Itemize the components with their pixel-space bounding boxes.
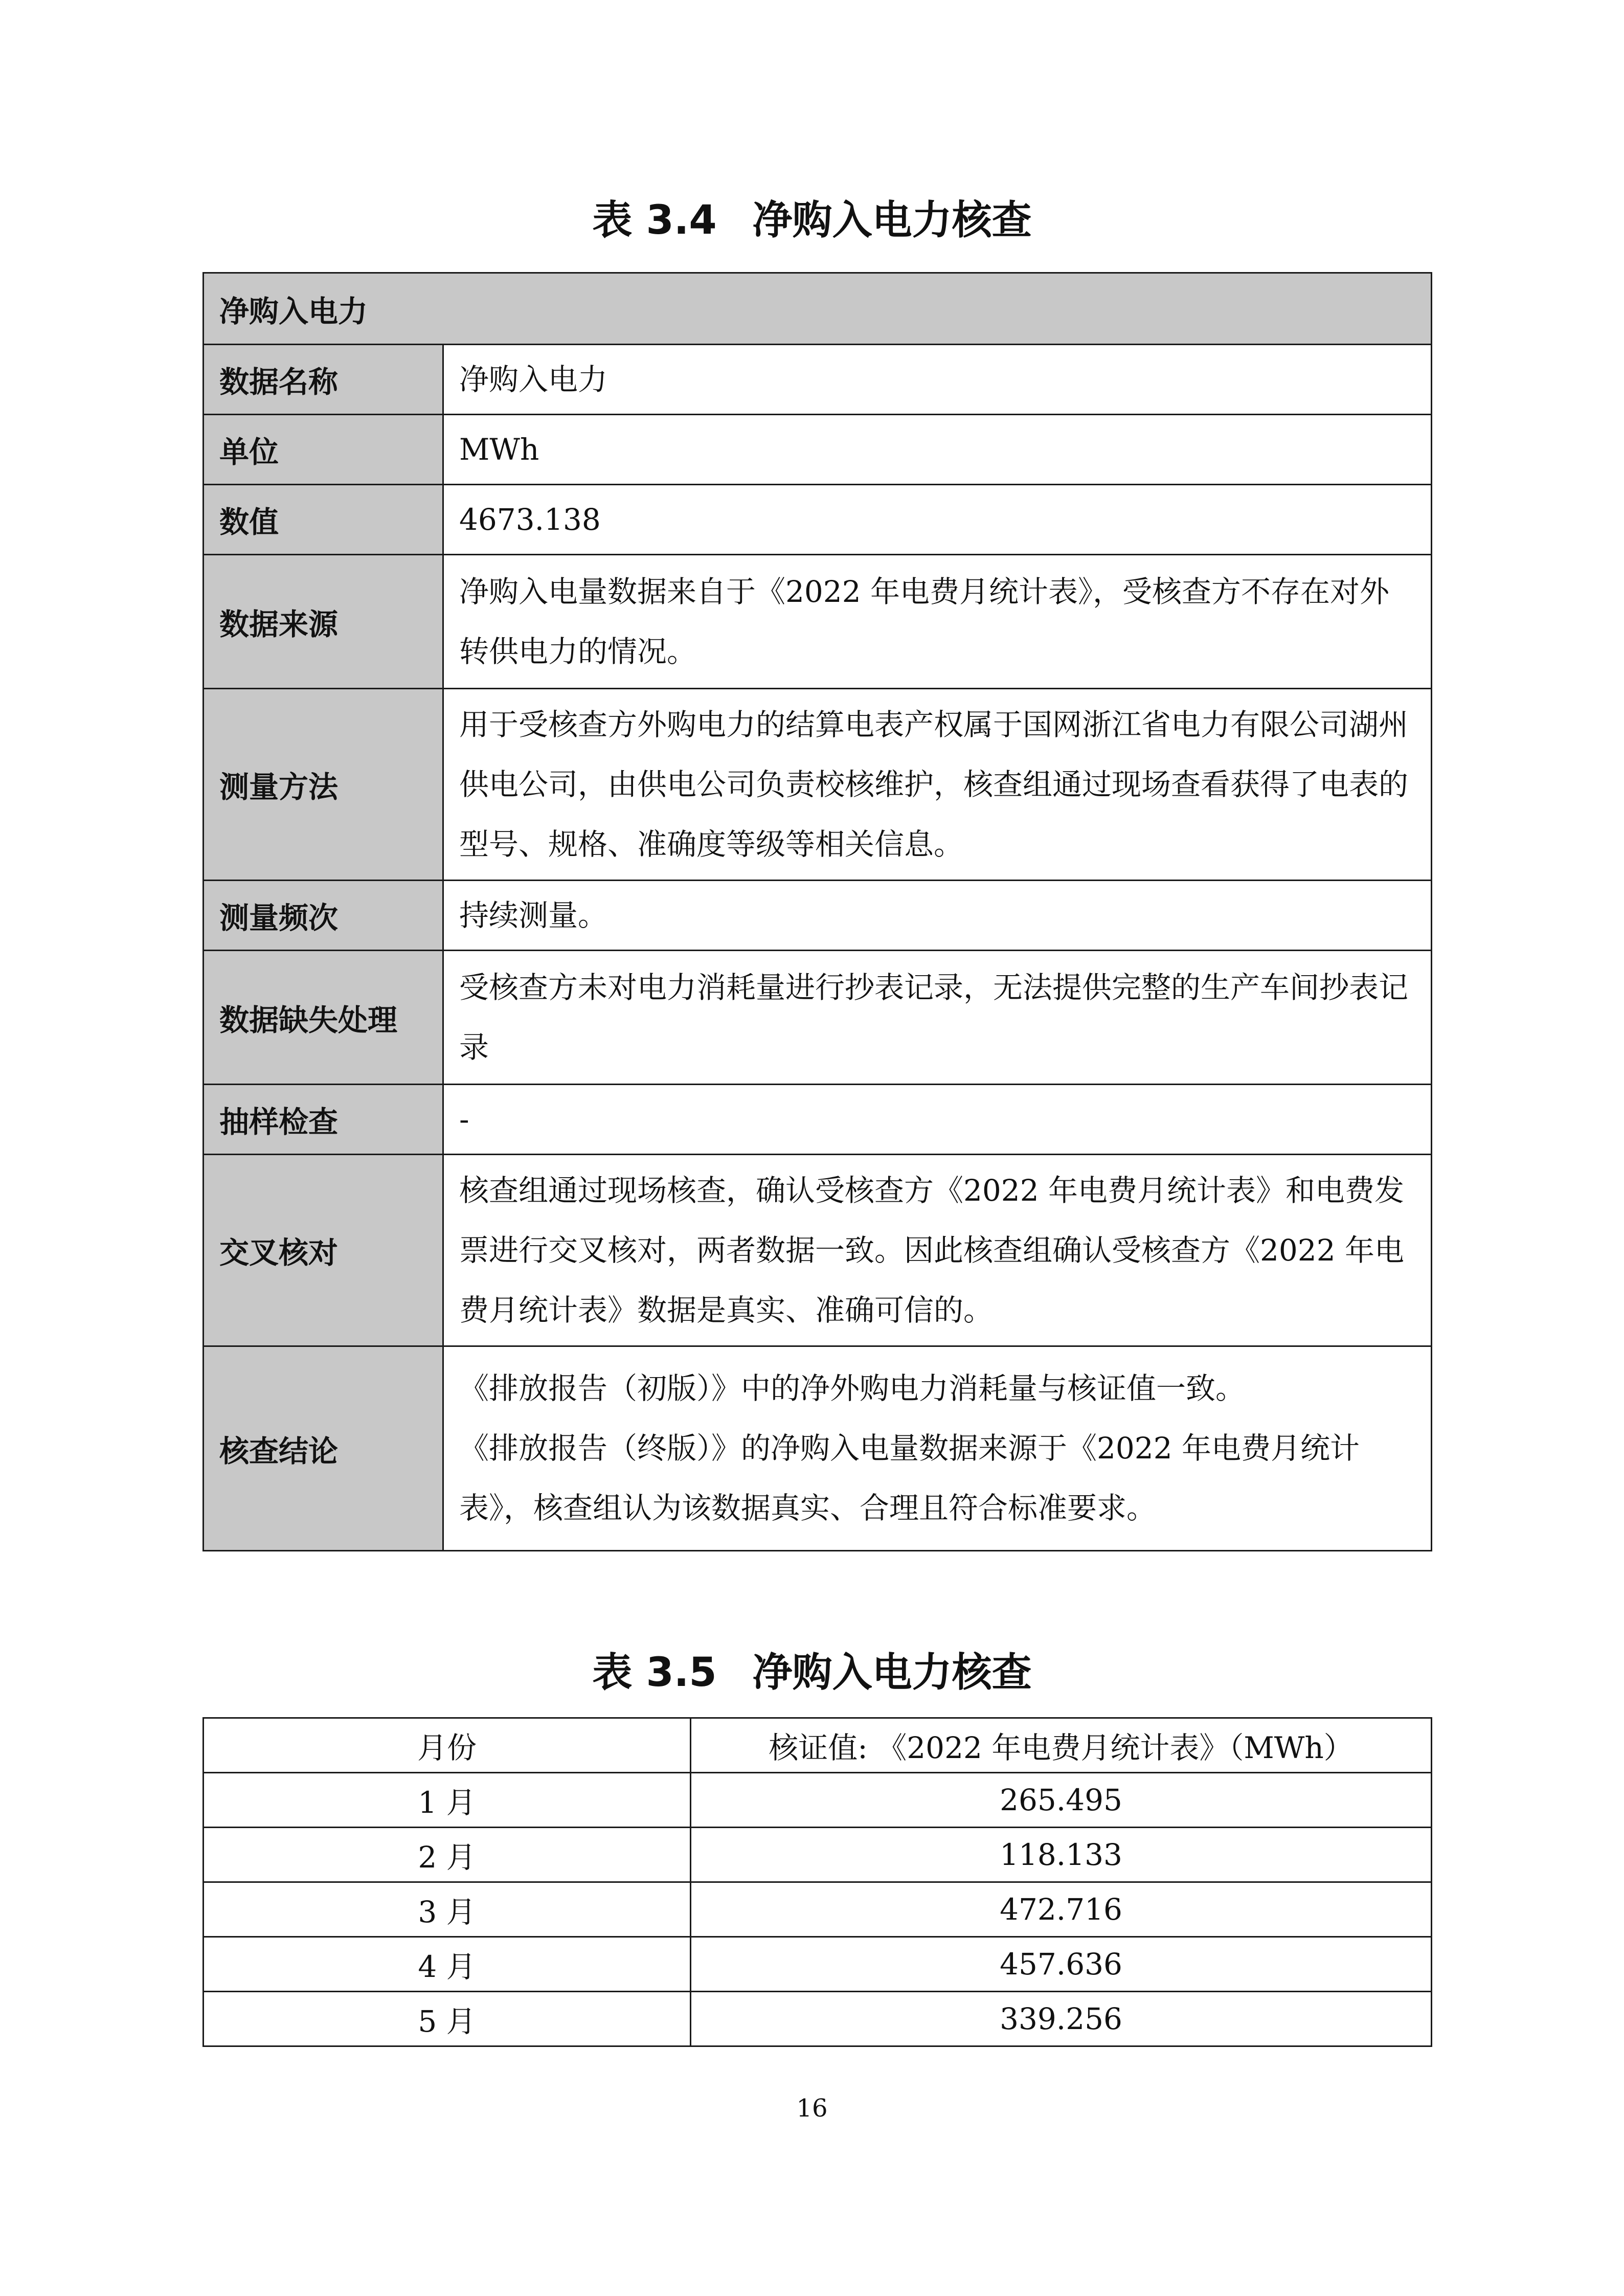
value-paragraph: MWh — [459, 432, 539, 467]
table-row — [204, 1992, 1432, 2046]
row-value — [443, 1346, 1432, 1551]
row-label: 数据名称 — [204, 345, 443, 415]
row-value — [443, 951, 1432, 1085]
table-row — [204, 415, 1432, 485]
table-caption: 净购入电力核查 — [752, 197, 1032, 243]
row-label: 测量方法 — [204, 689, 443, 881]
row-value — [443, 881, 1432, 951]
table-row — [204, 555, 1432, 689]
row-value — [443, 345, 1432, 415]
value-paragraph: 《排放报告（初版）》中的净外购电力消耗量与核证值一致。 — [459, 1371, 1246, 1406]
row-value — [443, 1085, 1432, 1155]
row-value — [443, 555, 1432, 689]
table-row — [204, 1085, 1432, 1155]
table-number: 表 3.5 — [592, 1650, 717, 1696]
month-cell: 5 月 — [204, 1992, 691, 2046]
table-row — [204, 1937, 1432, 1992]
table-caption: 净购入电力核查 — [752, 1650, 1032, 1696]
value-paragraph: 用于受核查方外购电力的结算电表产权属于国网浙江省电力有限公司湖州供电公司，由供电公司负责校核维护，核查组通过现场查看获得了电表的型号、规格、准确度等级等相关信息。 — [459, 707, 1409, 862]
row-value — [443, 689, 1432, 881]
table-row — [204, 881, 1432, 951]
value-paragraph: - — [459, 1101, 469, 1137]
value-cell: 339.256 — [691, 1992, 1432, 2046]
row-label: 核查结论 — [204, 1346, 443, 1551]
table-header-row — [204, 273, 1432, 345]
value-paragraph: 净购入电力 — [459, 362, 608, 397]
table-3-4-title — [0, 197, 1624, 243]
page-number: 16 — [796, 2094, 828, 2123]
row-value — [443, 1155, 1432, 1346]
row-label: 数据缺失处理 — [204, 951, 443, 1085]
row-label: 单位 — [204, 415, 443, 485]
row-label: 交叉核对 — [204, 1155, 443, 1346]
column-header-row — [204, 1718, 1432, 1773]
table-row — [204, 951, 1432, 1085]
month-cell: 4 月 — [204, 1937, 691, 1992]
table-header: 净购入电力 — [204, 273, 1432, 345]
value-cell: 265.495 — [691, 1773, 1432, 1828]
month-cell: 1 月 — [204, 1773, 691, 1828]
verification-table — [202, 272, 1432, 1551]
row-label: 测量频次 — [204, 881, 443, 951]
value-paragraph: 核查组通过现场核查，确认受核查方《2022 年电费月统计表》和电费发票进行交叉核对，两者数据一致。因此核查组确认受核查方《2022 年电费月统计表》数据是真实、准确可信的。 — [459, 1173, 1405, 1327]
value-cell: 472.716 — [691, 1882, 1432, 1937]
value-paragraph: 《排放报告（终版）》的净购入电量数据来源于《2022 年电费月统计表》，核查组认为该数据真实、合理且符合标准要求。 — [459, 1431, 1360, 1525]
table-row — [204, 345, 1432, 415]
value-paragraph: 受核查方未对电力消耗量进行抄表记录，无法提供完整的生产车间抄表记录 — [459, 970, 1409, 1065]
table-row — [204, 689, 1432, 881]
row-label: 数据来源 — [204, 555, 443, 689]
table-number: 表 3.4 — [592, 197, 717, 243]
column-header-value: 核证值: 《2022 年电费月统计表》（MWh） — [691, 1718, 1432, 1773]
table-row — [204, 1346, 1432, 1551]
table-row — [204, 1155, 1432, 1346]
table-row — [204, 1882, 1432, 1937]
month-cell: 3 月 — [204, 1882, 691, 1937]
value-paragraph: 4673.138 — [459, 502, 601, 537]
row-value — [443, 415, 1432, 485]
row-label: 数值 — [204, 485, 443, 555]
value-paragraph: 净购入电量数据来自于《2022 年电费月统计表》，受核查方不存在对外转供电力的情况。 — [459, 574, 1390, 669]
month-cell: 2 月 — [204, 1828, 691, 1882]
value-cell: 457.636 — [691, 1937, 1432, 1992]
monthly-electricity-table — [202, 1717, 1432, 2047]
table-3-5-title — [0, 1650, 1624, 1696]
column-header-month: 月份 — [204, 1718, 691, 1773]
row-label: 抽样检查 — [204, 1085, 443, 1155]
table-row — [204, 1773, 1432, 1828]
row-value — [443, 485, 1432, 555]
value-paragraph: 持续测量。 — [459, 897, 608, 933]
value-cell: 118.133 — [691, 1828, 1432, 1882]
table-row — [204, 1828, 1432, 1882]
table-row — [204, 485, 1432, 555]
